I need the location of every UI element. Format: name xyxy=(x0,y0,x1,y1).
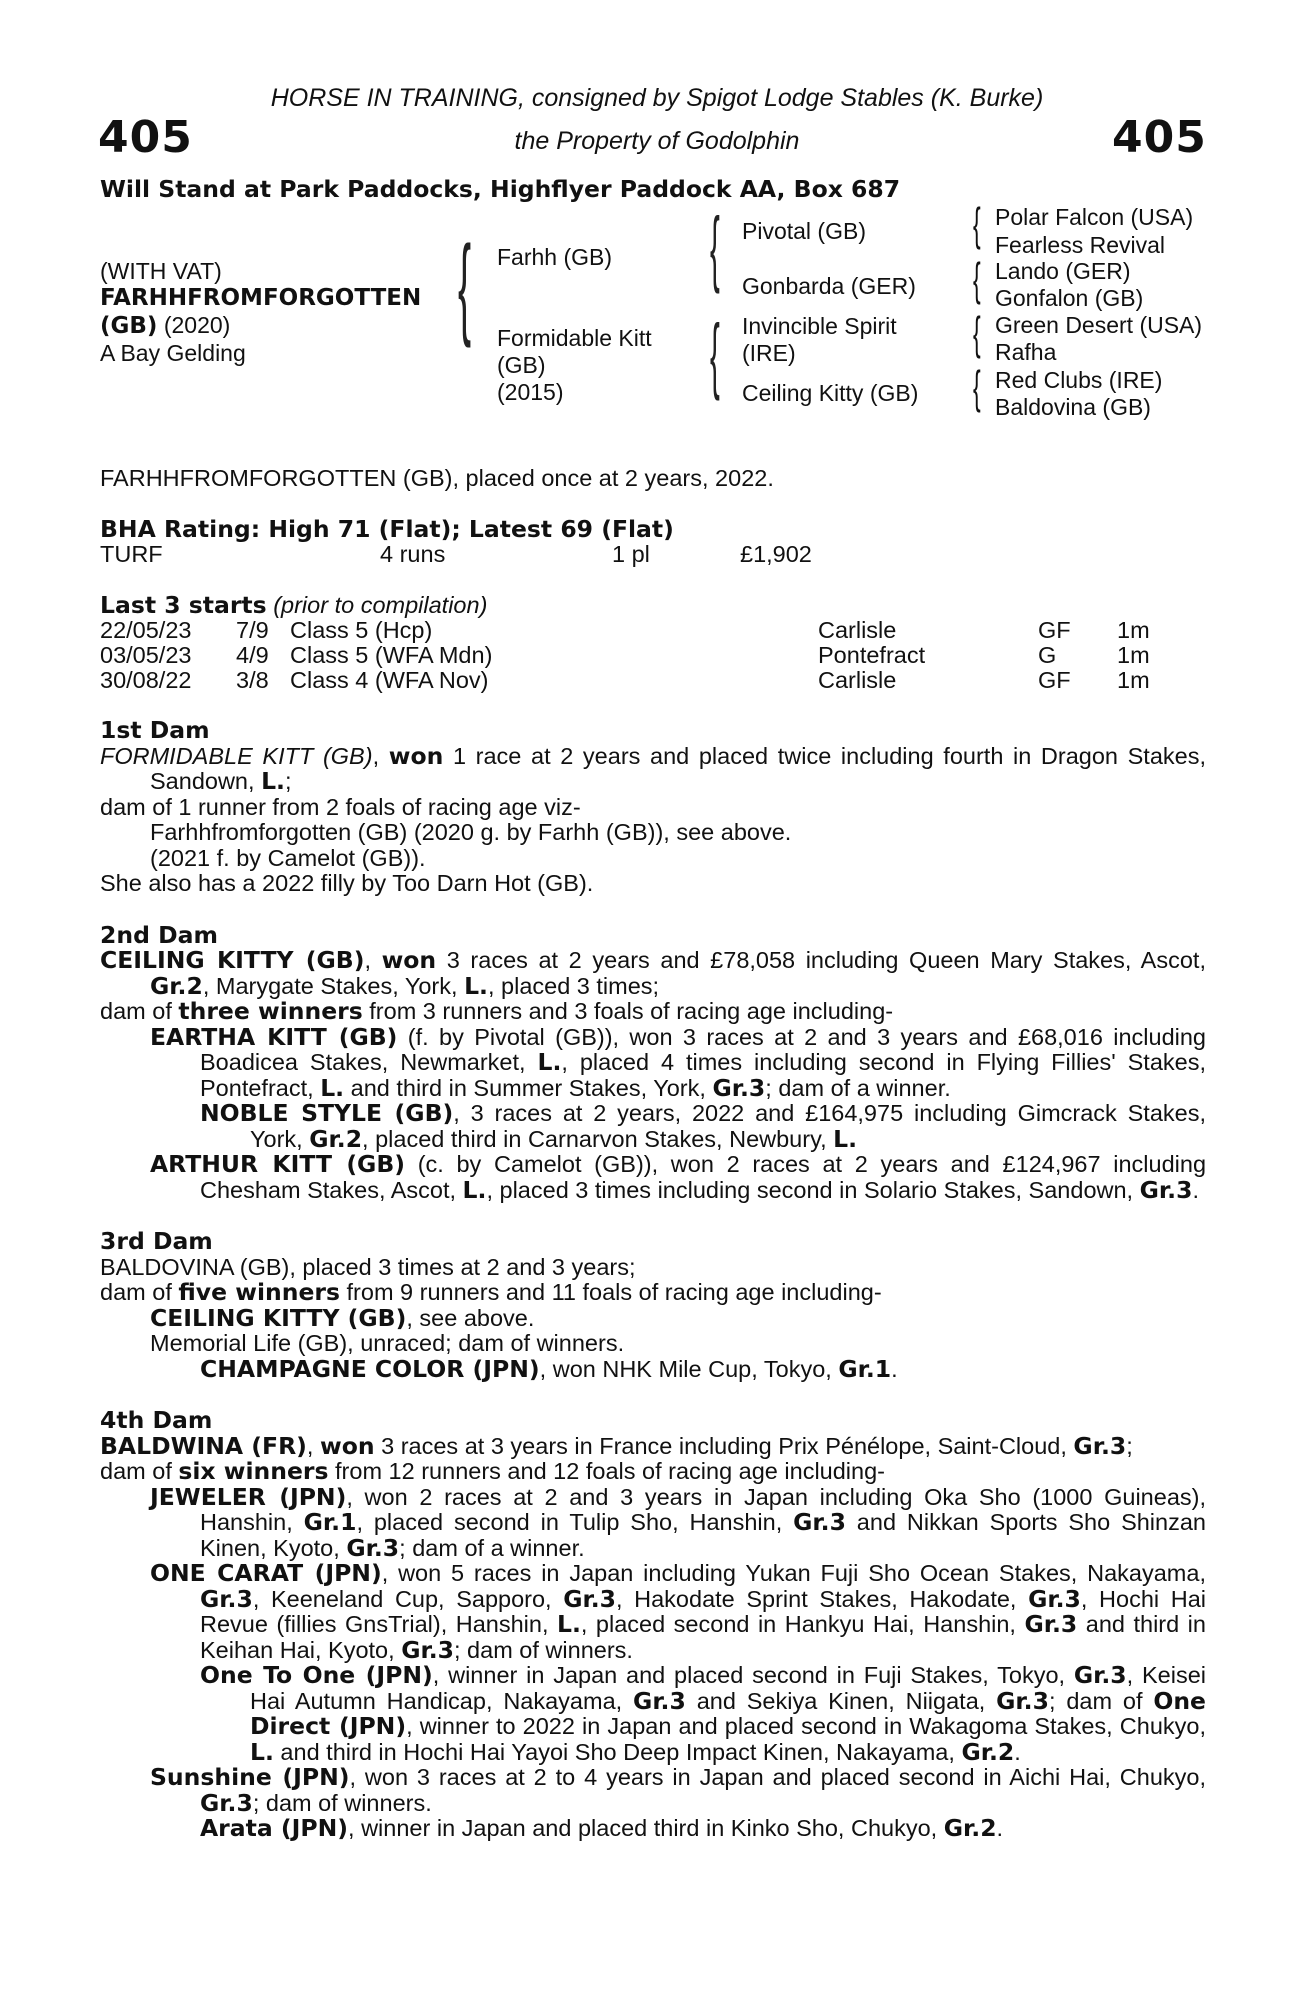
text: ; xyxy=(1126,1432,1133,1459)
grade-label: Gr.3 xyxy=(712,1073,766,1102)
horse-country: (GB) xyxy=(100,313,158,339)
grade-label: Gr.3 xyxy=(563,1584,616,1613)
progeny-line: (2021 f. by Camelot (GB)). xyxy=(150,844,426,871)
brace-gen1: { xyxy=(458,223,472,348)
horse-description: A Bay Gelding xyxy=(100,340,246,366)
progeny-entry xyxy=(100,1482,1206,1562)
text: and Nikkan Sports Sho Shinzan Kinen, Kyoto, xyxy=(200,1509,1206,1561)
text: , winner in Japan and placed third in Kinko Sho, Chukyo, xyxy=(348,1815,944,1841)
also-line: She also has a 2022 filly by Too Darn Hot (GB). xyxy=(100,870,594,896)
grade-label: Gr.3 xyxy=(1073,1431,1127,1460)
text: 3 races at 2 years and £78,058 including Queen Mary Stakes, Ascot, xyxy=(436,947,1206,973)
start-date: 03/05/23 xyxy=(100,642,192,668)
start-course: Carlisle xyxy=(818,667,897,693)
progeny-name: JEWELER (JPN) xyxy=(150,1482,347,1511)
start-course: Pontefract xyxy=(818,642,926,668)
start-going: GF xyxy=(1038,667,1071,693)
text: ; xyxy=(284,768,292,794)
ss-dam: Fearless Revival xyxy=(995,232,1165,258)
start-class: Class 4 (WFA Nov) xyxy=(290,667,489,693)
progeny-name: One Direct (JPN) xyxy=(250,1686,1206,1740)
section-title: 3rd Dam xyxy=(100,1227,213,1255)
text: , Keeneland Cup, Sapporo, xyxy=(252,1585,564,1612)
sd-dam: Gonfalon (GB) xyxy=(995,285,1144,311)
grade-label: Gr.3 xyxy=(401,1635,454,1664)
progeny-name: CHAMPAGNE COLOR (JPN) xyxy=(200,1354,540,1383)
rating-surface: TURF xyxy=(100,541,163,567)
text: from 12 runners and 12 foals of racing age including- xyxy=(328,1458,885,1484)
grade-label: Gr.3 xyxy=(793,1508,846,1536)
winners-count: six winners xyxy=(178,1457,329,1485)
brace-sd: { xyxy=(973,253,981,305)
lot-number-left: 405 xyxy=(98,112,193,163)
third-dam-section xyxy=(100,1229,1206,1382)
grade-label: Gr.1 xyxy=(303,1508,357,1536)
brace-ss: { xyxy=(973,198,981,250)
start-class: Class 5 (WFA Mdn) xyxy=(290,642,493,668)
progeny-entry xyxy=(100,1765,1206,1816)
starts-heading xyxy=(100,591,487,619)
listed-label: L. xyxy=(320,1073,345,1102)
ds-dam: Rafha xyxy=(995,339,1057,365)
sd-sire: Lando (GER) xyxy=(995,258,1131,284)
start-pos: 3/8 xyxy=(236,667,269,693)
text: from 9 runners and 11 foals of racing age including- xyxy=(339,1279,882,1305)
progeny-entry xyxy=(100,1561,1206,1663)
grade-label: Gr.3 xyxy=(633,1686,686,1715)
progeny-entry xyxy=(100,1816,1206,1842)
listed-label: L. xyxy=(557,1610,581,1638)
dam-of-line xyxy=(100,999,1206,1025)
text: ; dam of winners. xyxy=(454,1636,633,1663)
text: , Hakodate Sprint Stakes, Hakodate, xyxy=(616,1585,1029,1612)
text: , won 3 races at 2 to 4 years in Japan and placed second in Aichi Hai, Chukyo, xyxy=(349,1764,1207,1790)
vat-label: (WITH VAT) xyxy=(100,258,222,284)
listed-label: L. xyxy=(464,971,488,1000)
start-going: GF xyxy=(1038,617,1071,643)
dam-sire-line2: (IRE) xyxy=(742,340,796,366)
text: , won 2 races at 2 and 3 years in Japan including Oka Sho (1000 Guineas), Hanshin, xyxy=(200,1483,1206,1535)
start-date: 30/08/22 xyxy=(100,667,192,693)
text: . xyxy=(891,1355,898,1382)
text: , placed third in Carnarvon Stakes, Newbury, xyxy=(362,1125,834,1152)
starts-title: Last 3 starts xyxy=(100,591,267,619)
sire: Farhh (GB) xyxy=(497,244,613,270)
dam-entry: CEILING KITTY (GB), won 3 races at 2 years and £78,058 including Queen Mary Stakes, Ascot, Gr.2, Marygate Stakes, York, L., placed 3 times; xyxy=(100,946,1206,1000)
sire-sire: Pivotal (GB) xyxy=(742,218,866,244)
progeny-name: ONE CARAT (JPN) xyxy=(150,1559,382,1587)
dam-name: FORMIDABLE KITT (GB) xyxy=(100,742,373,769)
starts-note: (prior to compilation) xyxy=(273,592,488,618)
text: and third in Summer Stakes, York, xyxy=(344,1074,713,1101)
progeny-name: NOBLE STYLE (GB) xyxy=(200,1099,454,1127)
grade-label: Gr.3 xyxy=(200,1788,253,1817)
listed-label: L. xyxy=(462,1175,487,1204)
horse-info xyxy=(100,258,421,367)
grade-label: Gr.2 xyxy=(961,1737,1015,1766)
progeny-name: EARTHA KITT (GB) xyxy=(150,1022,398,1051)
dam-name: CEILING KITTY (GB) xyxy=(100,946,365,974)
grade-label: Gr.3 xyxy=(1073,1661,1127,1689)
text: . xyxy=(1192,1176,1199,1203)
text: ; dam of winners. xyxy=(252,1789,432,1816)
sire-dam: Gonbarda (GER) xyxy=(742,273,916,299)
brace-dd: { xyxy=(973,361,981,413)
text: from 3 runners and 3 foals of racing age including- xyxy=(362,998,894,1024)
text: and Sekiya Kinen, Niigata, xyxy=(685,1687,997,1714)
rating-runs: 4 runs xyxy=(380,541,446,567)
text: (f. by Pivotal (GB)), won 3 races at 2 and 3 years and £68,016 including Boadicea Stakes, Newmarket, xyxy=(200,1023,1207,1075)
grade-label: Gr.2 xyxy=(150,971,203,1000)
start-dist: 1m xyxy=(1117,617,1150,643)
ss-sire: Polar Falcon (USA) xyxy=(995,204,1194,230)
text: , won NHK Mile Cup, Tokyo, xyxy=(539,1355,839,1382)
text: . xyxy=(1014,1738,1021,1765)
listed-label: L. xyxy=(250,1737,274,1766)
dam-name: BALDWINA (FR) xyxy=(100,1431,307,1460)
dam-of-line: dam of 1 runner from 2 foals of racing age viz- xyxy=(100,793,581,820)
dam-entry: BALDOVINA (GB), placed 3 times at 2 and 3 years; xyxy=(100,1253,636,1280)
dam-entry: FORMIDABLE KITT (GB), won 1 race at 2 years and placed twice including fourth in Dragon Stakes, Sandown, L.; xyxy=(100,741,1207,795)
dam-records xyxy=(100,718,1206,1842)
won-label: won xyxy=(319,1431,375,1460)
dam-entry: BALDWINA (FR), won 3 races at 3 years in France including Prix Pénélope, Saint-Cloud, Gr.3; xyxy=(100,1431,1133,1460)
grade-label: Gr.3 xyxy=(200,1584,253,1613)
listed-label: L. xyxy=(261,767,285,795)
grade-label: Gr.3 xyxy=(346,1533,400,1562)
fourth-dam-section xyxy=(100,1408,1206,1842)
winners-count: five winners xyxy=(178,1278,340,1306)
second-dam-section xyxy=(100,920,1207,1204)
text: and third in Hochi Hai Yayoi Sho Deep Impact Kinen, Nakayama, xyxy=(273,1738,962,1765)
text: , placed second in Tulip Sho, Hanshin, xyxy=(356,1509,794,1535)
text: , winner in Japan and placed second in Fuji Stakes, Tokyo, xyxy=(432,1662,1074,1688)
rating-title: BHA Rating: High 71 (Flat); Latest 69 (Flat) xyxy=(100,515,674,543)
text: ; dam of a winner. xyxy=(399,1534,585,1561)
dam-of-line xyxy=(100,1280,1206,1306)
text: (c. by Camelot (GB)), won 2 races at 2 years and £124,967 including Chesham Stakes, Ascot, xyxy=(200,1151,1207,1203)
dam-line2: (GB) xyxy=(497,352,546,378)
dam-sire-line1: Invincible Spirit xyxy=(742,313,897,339)
grade-label: Gr.2 xyxy=(309,1124,363,1153)
progeny-name: One To One (JPN) xyxy=(200,1661,433,1689)
text: , won 5 races in Japan including Yukan Fuji Sho Ocean Stakes, Nakayama, xyxy=(381,1560,1206,1586)
progeny-line: Farhhfromforgotten (GB) (2020 g. by Farhh (GB)), see above. xyxy=(150,819,792,845)
text: dam of xyxy=(100,998,179,1024)
dam-line1: Formidable Kitt xyxy=(497,325,652,351)
brace-sire: { xyxy=(710,200,720,294)
text: , see above. xyxy=(406,1304,535,1331)
grade-label: Gr.3 xyxy=(1028,1584,1081,1613)
dam-of-line xyxy=(100,1459,1206,1485)
progeny-entry xyxy=(100,1101,1206,1152)
start-pos: 4/9 xyxy=(236,642,269,668)
start-date: 22/05/23 xyxy=(100,617,192,643)
text: dam of xyxy=(100,1458,179,1484)
text: dam of xyxy=(100,1279,179,1305)
text: , Hochi Hai Revue (fillies GnsTrial), Hanshin, xyxy=(200,1585,1206,1637)
text: , Marygate Stakes, York, xyxy=(202,972,465,999)
text: 3 races at 3 years in France including Prix Pénélope, Saint-Cloud, xyxy=(374,1432,1074,1459)
dam xyxy=(497,325,652,406)
winners-count: three winners xyxy=(178,997,363,1025)
won-label: won xyxy=(381,946,437,974)
text: , placed second in Hankyu Hai, Hanshin, xyxy=(580,1611,1025,1637)
lot-number-right: 405 xyxy=(1112,112,1207,163)
horse-year: (2020) xyxy=(163,312,231,338)
grade-label: Gr.3 xyxy=(1139,1175,1193,1204)
progeny-entry xyxy=(100,1663,1206,1765)
text: , Keisei Hai Autumn Handicap, Nakayama, xyxy=(250,1662,1206,1714)
grade-label: Gr.3 xyxy=(996,1686,1049,1715)
summary-line: FARHHFROMFORGOTTEN (GB), placed once at 2 years, 2022. xyxy=(100,465,774,491)
grade-label: Gr.3 xyxy=(1024,1610,1078,1638)
text: . xyxy=(996,1815,1004,1841)
text: , placed 3 times; xyxy=(487,972,660,999)
start-going: G xyxy=(1038,642,1057,668)
brace-dam: { xyxy=(710,307,720,401)
text: , 3 races at 2 years, 2022 and £164,975 including Gimcrack Stakes, York, xyxy=(250,1100,1206,1152)
dd-sire: Red Clubs (IRE) xyxy=(995,367,1163,393)
dam-dam: Ceiling Kitty (GB) xyxy=(742,380,919,406)
listed-label: L. xyxy=(537,1048,562,1076)
first-dam-section xyxy=(100,718,1206,897)
grade-label: Gr.2 xyxy=(943,1814,997,1842)
text: , placed 3 times including second in Solario Stakes, Sandown, xyxy=(486,1176,1140,1203)
text: ; dam of a winner. xyxy=(765,1074,951,1101)
progeny-entry xyxy=(100,1152,1206,1203)
property-line: the Property of Godolphin xyxy=(514,127,800,155)
progeny-name: CEILING KITTY (GB) xyxy=(150,1303,407,1332)
dam-sire xyxy=(742,313,897,367)
progeny-entry xyxy=(100,1303,1206,1332)
section-title: 1st Dam xyxy=(100,716,210,744)
progeny-name: Arata (JPN) xyxy=(200,1814,349,1842)
ds-sire: Green Desert (USA) xyxy=(995,312,1203,338)
location-line: Will Stand at Park Paddocks, Highflyer Paddock AA, Box 687 xyxy=(100,175,901,203)
progeny-name: Sunshine (JPN) xyxy=(150,1763,350,1791)
dam-line3: (2015) xyxy=(497,379,564,405)
text: 1 race at 2 years and placed twice including fourth in Dragon Stakes, Sandown, xyxy=(150,742,1207,794)
section-title: 2nd Dam xyxy=(100,920,218,949)
progeny-entry: Memorial Life (GB), unraced; dam of winners. xyxy=(150,1330,625,1356)
start-dist: 1m xyxy=(1117,667,1150,693)
rating-earnings: £1,902 xyxy=(740,541,812,567)
start-course: Carlisle xyxy=(818,617,897,643)
dd-dam: Baldovina (GB) xyxy=(995,394,1151,420)
start-dist: 1m xyxy=(1117,642,1150,668)
horse-name: FARHHFROMFORGOTTEN xyxy=(100,285,422,311)
text: , placed 4 times including second in Flying Fillies' Stakes, Pontefract, xyxy=(200,1049,1207,1101)
text: , winner to 2022 in Japan and placed second in Wakagoma Stakes, Chukyo, xyxy=(406,1713,1206,1739)
text: ; dam of xyxy=(1048,1687,1154,1714)
grade-label: Gr.1 xyxy=(838,1354,892,1383)
brace-ds: { xyxy=(973,307,981,359)
progeny-entry xyxy=(100,1354,1206,1383)
start-class: Class 5 (Hcp) xyxy=(290,617,433,643)
listed-label: L. xyxy=(833,1124,858,1153)
text: and third in Keihan Hai, Kyoto, xyxy=(200,1611,1206,1663)
progeny-entry xyxy=(100,1022,1207,1102)
progeny-name: ARTHUR KITT (GB) xyxy=(150,1150,406,1178)
consignor-line: HORSE IN TRAINING, consigned by Spigot Lodge Stables (K. Burke) xyxy=(270,84,1044,112)
section-title: 4th Dam xyxy=(100,1406,213,1434)
won-label: won xyxy=(388,741,444,770)
rating-placed: 1 pl xyxy=(612,541,650,567)
start-pos: 7/9 xyxy=(236,617,269,643)
